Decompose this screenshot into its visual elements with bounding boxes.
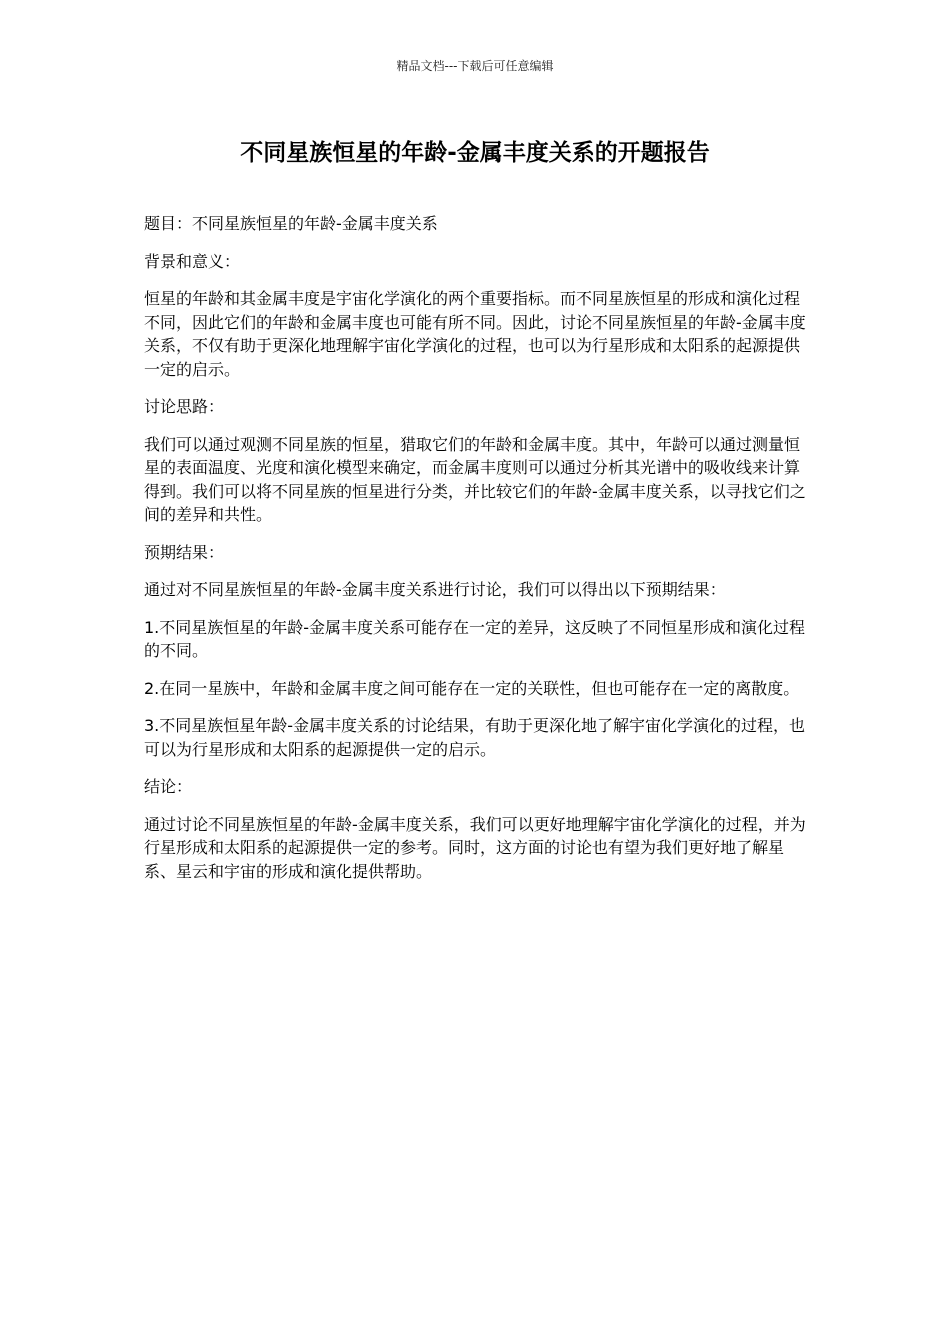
- expected-item: 1.不同星族恒星的年龄-金属丰度关系可能存在一定的差异，这反映了不同恒星形成和演化过程的不同。: [144, 617, 806, 660]
- approach-paragraph: 我们可以通过观测不同星族的恒星，猎取它们的年龄和金属丰度。其中，年龄可以通过测量恒星的表面温度、光度和演化模型来确定，而金属丰度则可以通过分析其光谱中的吸收线来计算得到。我们可以将不同星族的恒星进行分类，并比较它们的年龄-金属丰度关系，以寻找它们之间的差异和共性。: [144, 434, 806, 524]
- expected-item: 3.不同星族恒星年龄-金属丰度关系的讨论结果，有助于更深化地了解宇宙化学演化的过程，也可以为行星形成和太阳系的起源提供一定的启示。: [144, 716, 806, 759]
- conclusion-paragraph: 通过讨论不同星族恒星的年龄-金属丰度关系，我们可以更好地理解宇宙化学演化的过程，并为行星形成和太阳系的起源提供一定的参考。同时，这方面的讨论也有望为我们更好地了解星系、星云和宇宙的形成和演化提供帮助。: [144, 814, 806, 881]
- page-header: 精品文档---下载后可任意编辑: [396, 59, 554, 73]
- approach-heading: 讨论思路：: [144, 397, 225, 416]
- expected-heading: 预期结果：: [144, 542, 225, 562]
- background-heading: 背景和意义：: [144, 251, 241, 271]
- expected-intro-paragraph: 通过对不同星族恒星的年龄-金属丰度关系进行讨论，我们可以得出以下预期结果：: [144, 580, 726, 599]
- topic-line: 题目：不同星族恒星的年龄-金属丰度关系: [144, 214, 438, 233]
- document-body: [144, 212, 806, 897]
- conclusion-heading: 结论：: [144, 777, 193, 796]
- document-title: 不同星族恒星的年龄-金属丰度关系的开题报告: [240, 140, 710, 166]
- background-paragraph: 恒星的年龄和其金属丰度是宇宙化学演化的两个重要指标。而不同星族恒星的形成和演化过程不同，因此它们的年龄和金属丰度也可能有所不同。因此，讨论不同星族恒星的年龄-金属丰度关系，不仅有助于更深化地理解宇宙化学演化的过程，也可以为行星形成和太阳系的起源提供一定的启示。: [144, 289, 806, 379]
- expected-item: 2.在同一星族中，年龄和金属丰度之间可能存在一定的关联性，但也可能存在一定的离散度。: [144, 678, 800, 698]
